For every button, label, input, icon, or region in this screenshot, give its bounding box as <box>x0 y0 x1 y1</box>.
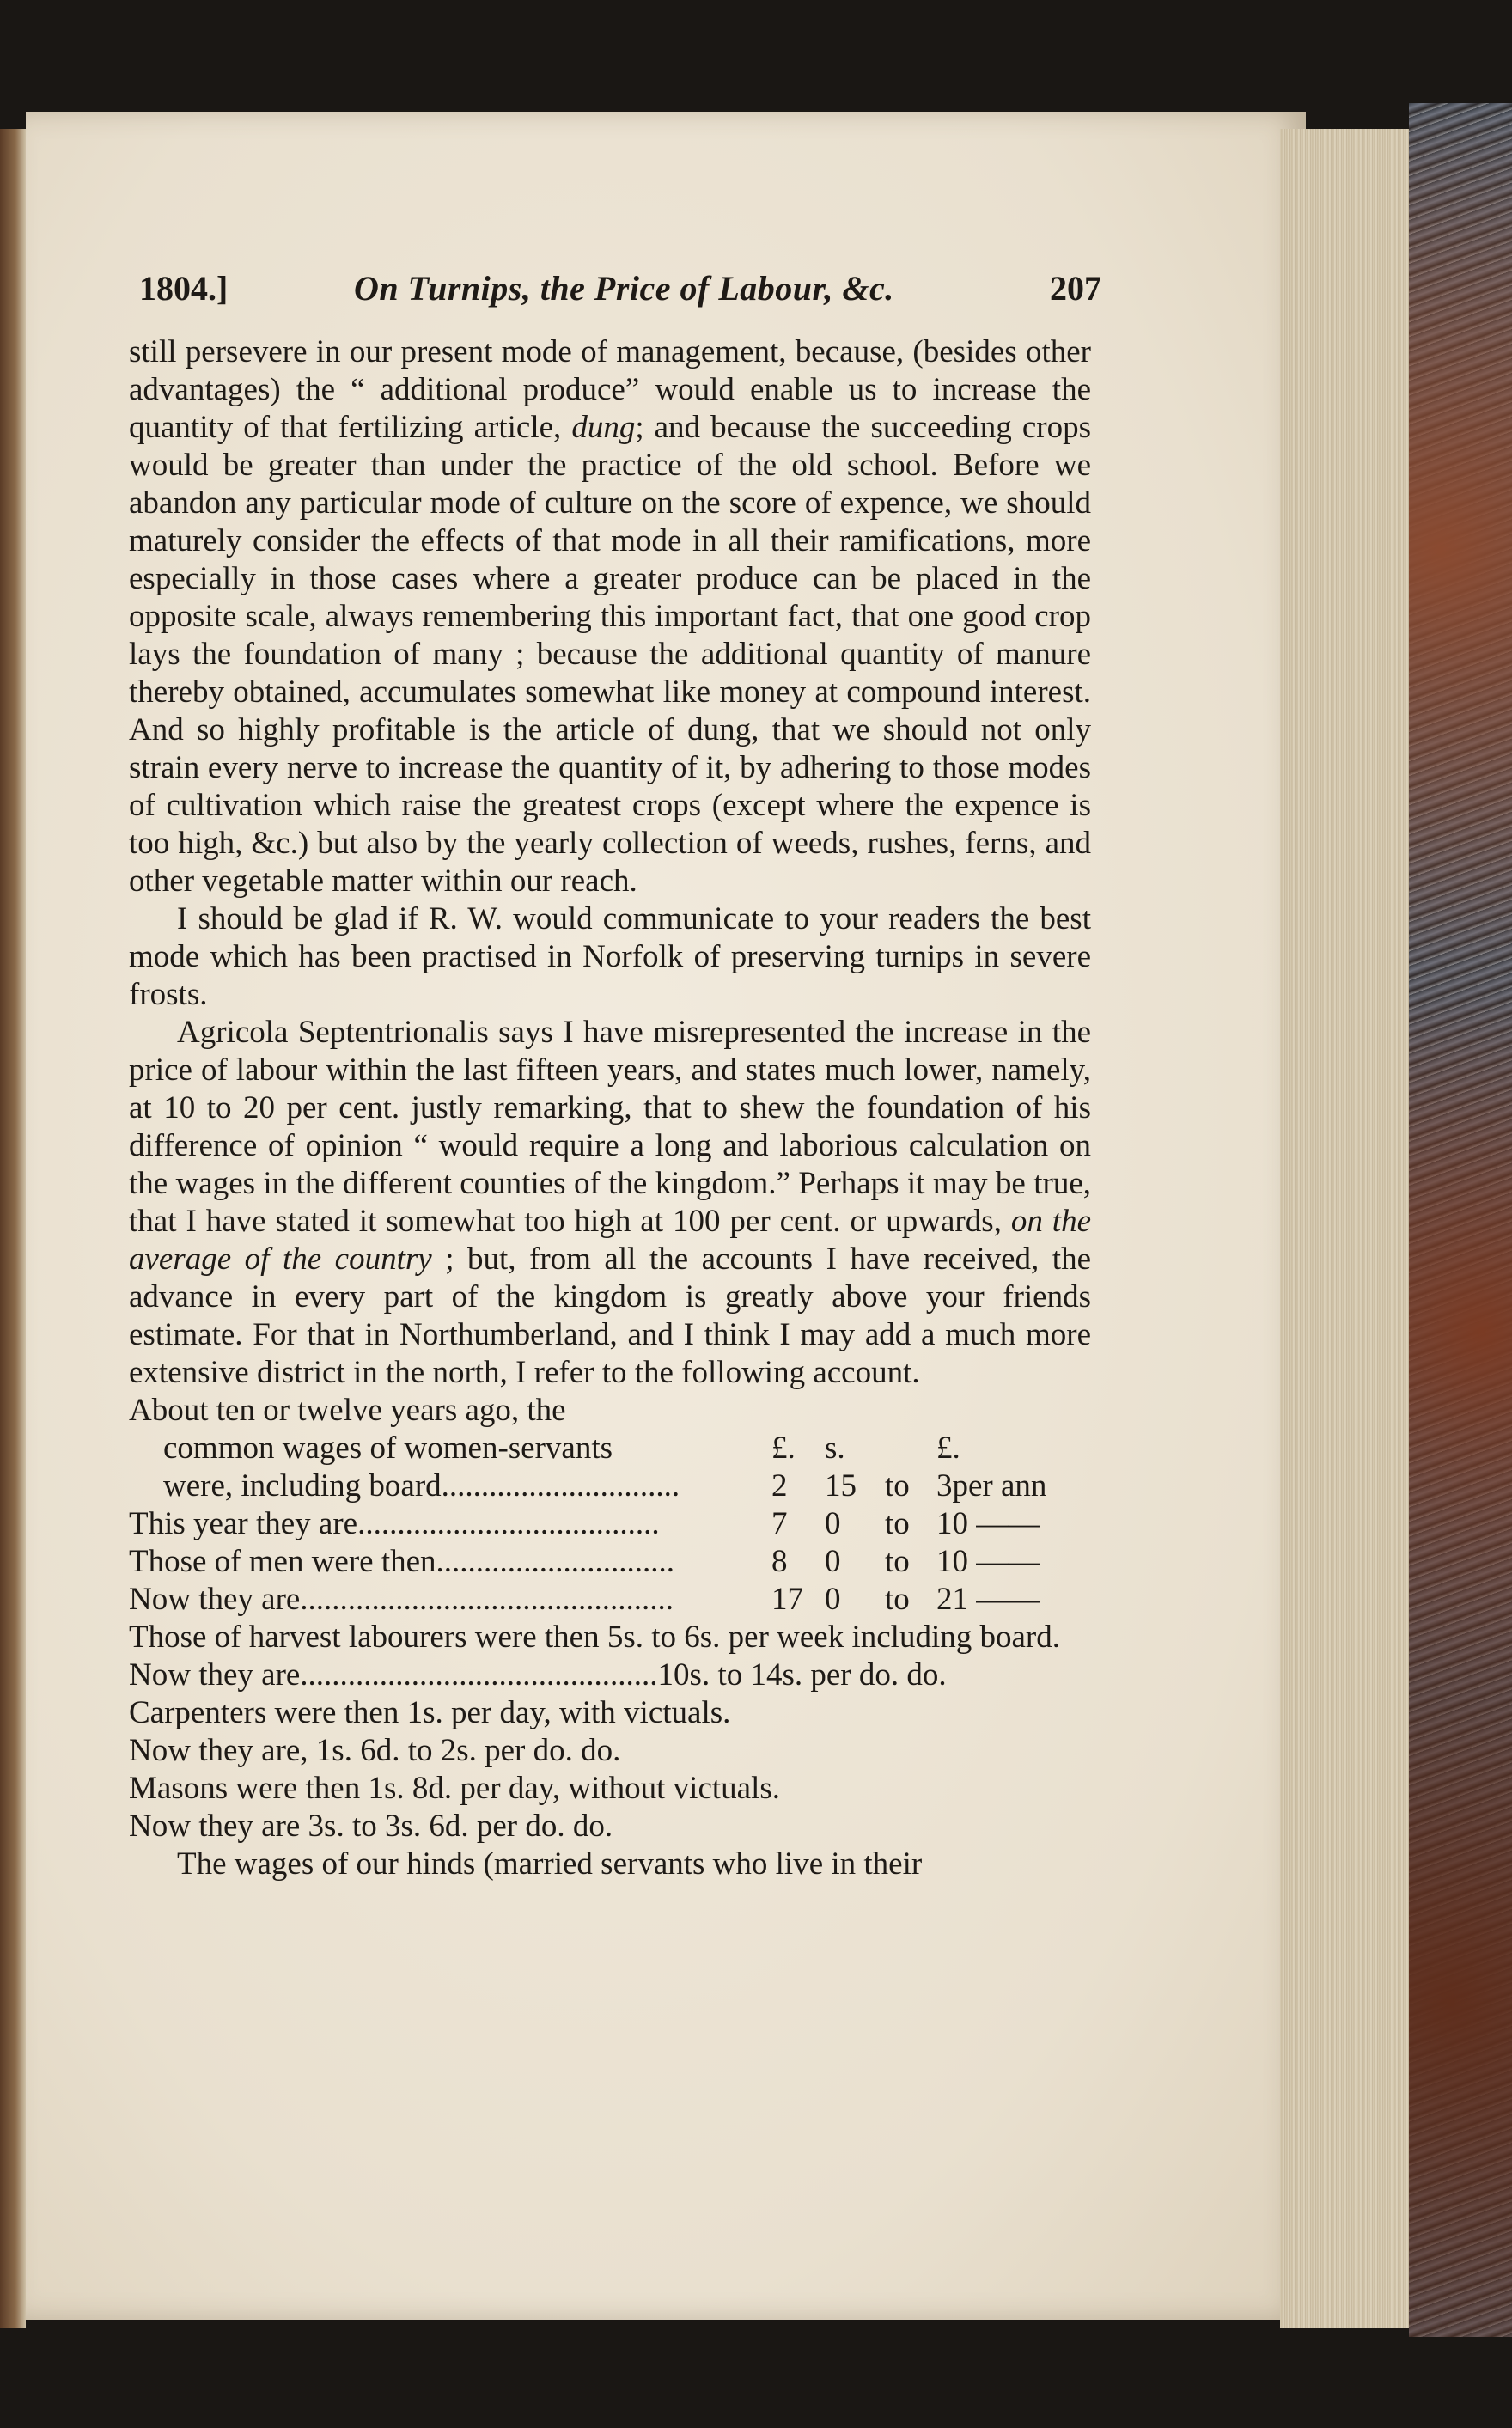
italic-phrase: on the average of the country <box>129 1204 1091 1277</box>
table-row: This year they are...................................... 7 0 to 10 —— <box>129 1506 1040 1541</box>
carpenters-then: Carpenters were then 1s. per day, with victuals. <box>129 1695 731 1730</box>
paragraph-1: still persevere in our present mode of management, because, (besides other advantages) the “ additional produce” would enable us to increase the quantity of that fertilizing article, dung; and because the succeeding crops would be greater than under the practice of the old school. Before we abandon any particular mode of culture on the score of expence, we should maturely consider the effects of that mode in all their ramifications, more especially in those cases where a greater produce can be placed in the opposite scale, always remembering this important fact, that one good crop lays the foundation of many ; because the additional quantity of manure thereby obtained, accumulates somewhat like money at compound interest. And so highly profitable is the article of dung, that we should not only strain every nerve to increase the quantity of it, by adhering to those modes of cultivation which raise the greatest crops (except where the expence is too high, &c.) but also by the yearly collection of weeds, rushes, ferns, and other vegetable matter within our reach. <box>129 334 1091 899</box>
wage-intro-row: About ten or twelve years ago, the <box>129 1393 566 1428</box>
table-row: were, including board.............................. 2 15 to 3per ann <box>163 1468 1047 1504</box>
header-year: 1804.] <box>139 269 229 308</box>
paragraph-2: I should be glad if R. W. would communicate to your readers the best mode which has been practised in Norfolk of preserving turnips in severe frosts. <box>129 901 1091 1012</box>
col-pound: £. <box>771 1431 796 1466</box>
table-row: Those of men were then.............................. 8 0 to 10 —— <box>129 1544 1040 1579</box>
col-shillings: s. <box>825 1431 845 1466</box>
table-row: Now they are............................................... 17 0 to 21 —— <box>129 1582 1040 1617</box>
italic-dung: dung <box>571 410 636 445</box>
running-header <box>139 268 1101 320</box>
wage-header-row: common wages of women-servants £. s. £. <box>163 1431 960 1466</box>
wage-table <box>129 1392 1091 1619</box>
body-text <box>129 333 1091 1883</box>
page-number: 207 <box>1050 269 1101 308</box>
harvest-now: Now they are.............................................10s. to 14s. per do. do. <box>129 1657 947 1693</box>
carpenters-now: Now they are, 1s. 6d. to 2s. per do. do. <box>129 1733 621 1768</box>
harvest-then: Those of harvest labourers were then 5s. to 6s. per week including board. <box>129 1620 1060 1655</box>
page-fore-edge <box>1280 129 1409 2328</box>
marbled-board <box>1409 103 1512 2337</box>
paragraph-3: Agricola Septentrionalis says I have misrepresented the increase in the price of labour within the last fifteen years, and states much lower, namely, at 10 to 20 per cent. justly remarking, that to shew the foundation of his difference of opinion “ would require a long and laborious calculation on the wages in the different counties of the kingdom.” Perhaps it may be true, that I have stated it somewhat too high at 100 per cent. or upwards, on the average of the country ; but, from all the accounts I have received, the advance in every part of the kingdom is greatly above your friends estimate. For that in Northumberland, and I think I may add a much more extensive district in the north, I refer to the following account. <box>129 1015 1091 1390</box>
col-pound-2: £. <box>936 1431 960 1466</box>
header-title: On Turnips, the Price of Labour, &c. <box>354 269 894 308</box>
masons-now: Now they are 3s. to 3s. 6d. per do. do. <box>129 1809 613 1844</box>
last-line: The wages of our hinds (married servants who live in their <box>177 1846 923 1882</box>
masons-then: Masons were then 1s. 8d. per day, without victuals. <box>129 1771 781 1806</box>
left-page-edge <box>0 129 26 2328</box>
